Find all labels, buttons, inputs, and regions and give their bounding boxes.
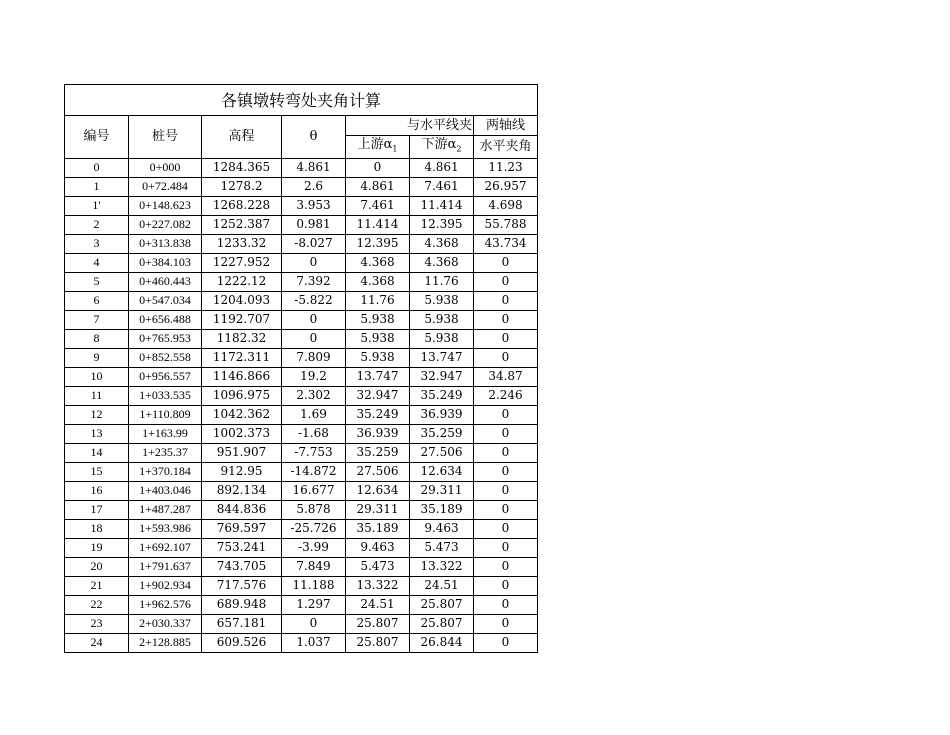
downstream-cell: 35.259 xyxy=(410,424,474,443)
theta-cell: 5.878 xyxy=(282,500,346,519)
no-cell: 3 xyxy=(65,234,129,253)
station-cell: 2+030.337 xyxy=(129,614,202,633)
upstream-cell: 32.947 xyxy=(346,386,410,405)
table-title: 各镇墩转弯处夹角计算 xyxy=(65,85,538,116)
table-row xyxy=(65,310,538,329)
upstream-cell: 4.368 xyxy=(346,253,410,272)
upstream-cell: 7.461 xyxy=(346,196,410,215)
upstream-cell: 11.76 xyxy=(346,291,410,310)
elevation-cell: 1172.311 xyxy=(202,348,282,367)
upstream-cell: 5.938 xyxy=(346,348,410,367)
upstream-cell: 11.414 xyxy=(346,215,410,234)
upstream-cell: 4.368 xyxy=(346,272,410,291)
elevation-cell: 717.576 xyxy=(202,576,282,595)
upstream-cell: 35.189 xyxy=(346,519,410,538)
axis-angle-cell: 0 xyxy=(474,576,538,595)
no-cell: 20 xyxy=(65,557,129,576)
theta-cell: 1.297 xyxy=(282,595,346,614)
elevation-cell: 689.948 xyxy=(202,595,282,614)
table-row xyxy=(65,519,538,538)
elevation-cell: 892.134 xyxy=(202,481,282,500)
station-cell: 0+460.443 xyxy=(129,272,202,291)
no-cell: 0 xyxy=(65,158,129,177)
upstream-cell: 9.463 xyxy=(346,538,410,557)
theta-cell: 3.953 xyxy=(282,196,346,215)
table-row xyxy=(65,196,538,215)
upstream-cell: 27.506 xyxy=(346,462,410,481)
elevation-cell: 1284.365 xyxy=(202,158,282,177)
no-cell: 5 xyxy=(65,272,129,291)
theta-cell: 0 xyxy=(282,253,346,272)
theta-cell: 4.861 xyxy=(282,158,346,177)
header-horizontal-angle-group: 与水平线夹 xyxy=(346,116,474,136)
downstream-cell: 25.807 xyxy=(410,614,474,633)
theta-cell: -25.726 xyxy=(282,519,346,538)
header-theta: θ xyxy=(282,116,346,159)
no-cell: 6 xyxy=(65,291,129,310)
table-row xyxy=(65,595,538,614)
table-row xyxy=(65,329,538,348)
station-cell: 1+110.809 xyxy=(129,405,202,424)
station-cell: 1+403.046 xyxy=(129,481,202,500)
downstream-cell: 13.322 xyxy=(410,557,474,576)
station-cell: 2+128.885 xyxy=(129,633,202,652)
upstream-cell: 13.747 xyxy=(346,367,410,386)
table-row xyxy=(65,424,538,443)
downstream-cell: 24.51 xyxy=(410,576,474,595)
table-row xyxy=(65,386,538,405)
downstream-cell: 5.473 xyxy=(410,538,474,557)
downstream-cell: 12.395 xyxy=(410,215,474,234)
axis-angle-cell: 0 xyxy=(474,519,538,538)
no-cell: 10 xyxy=(65,367,129,386)
theta-cell: 0 xyxy=(282,614,346,633)
elevation-cell: 1252.387 xyxy=(202,215,282,234)
downstream-cell: 11.76 xyxy=(410,272,474,291)
table-row xyxy=(65,614,538,633)
elevation-cell: 1002.373 xyxy=(202,424,282,443)
station-cell: 1+902.934 xyxy=(129,576,202,595)
header-axis-line-2: 水平夹角 xyxy=(474,136,538,159)
no-cell: 23 xyxy=(65,614,129,633)
axis-angle-cell: 34.87 xyxy=(474,367,538,386)
station-cell: 1+370.184 xyxy=(129,462,202,481)
downstream-cell: 11.414 xyxy=(410,196,474,215)
elevation-cell: 657.181 xyxy=(202,614,282,633)
station-cell: 1+593.986 xyxy=(129,519,202,538)
theta-cell: -8.027 xyxy=(282,234,346,253)
downstream-cell: 27.506 xyxy=(410,443,474,462)
downstream-cell: 35.249 xyxy=(410,386,474,405)
axis-angle-cell: 0 xyxy=(474,500,538,519)
downstream-cell: 32.947 xyxy=(410,367,474,386)
station-cell: 1+235.37 xyxy=(129,443,202,462)
downstream-cell: 29.311 xyxy=(410,481,474,500)
downstream-cell: 35.189 xyxy=(410,500,474,519)
axis-angle-cell: 0 xyxy=(474,253,538,272)
no-cell: 16 xyxy=(65,481,129,500)
table-row xyxy=(65,291,538,310)
downstream-cell: 36.939 xyxy=(410,405,474,424)
elevation-cell: 1268.228 xyxy=(202,196,282,215)
no-cell: 18 xyxy=(65,519,129,538)
theta-cell: 0 xyxy=(282,310,346,329)
theta-cell: -14.872 xyxy=(282,462,346,481)
theta-cell: -1.68 xyxy=(282,424,346,443)
theta-cell: 16.677 xyxy=(282,481,346,500)
axis-angle-cell: 11.23 xyxy=(474,158,538,177)
axis-angle-cell: 0 xyxy=(474,443,538,462)
no-cell: 19 xyxy=(65,538,129,557)
station-cell: 0+313.838 xyxy=(129,234,202,253)
elevation-cell: 1042.362 xyxy=(202,405,282,424)
downstream-cell: 12.634 xyxy=(410,462,474,481)
upstream-cell: 35.259 xyxy=(346,443,410,462)
upstream-cell: 12.634 xyxy=(346,481,410,500)
theta-cell: 2.6 xyxy=(282,177,346,196)
station-cell: 0+384.103 xyxy=(129,253,202,272)
table-row xyxy=(65,253,538,272)
downstream-cell: 4.368 xyxy=(410,234,474,253)
no-cell: 9 xyxy=(65,348,129,367)
table-row xyxy=(65,481,538,500)
table-row xyxy=(65,348,538,367)
elevation-cell: 1192.707 xyxy=(202,310,282,329)
angle-calculation-table xyxy=(64,84,538,653)
elevation-cell: 1222.12 xyxy=(202,272,282,291)
station-cell: 1+163.99 xyxy=(129,424,202,443)
downstream-cell: 4.861 xyxy=(410,158,474,177)
axis-angle-cell: 55.788 xyxy=(474,215,538,234)
axis-angle-cell: 0 xyxy=(474,272,538,291)
theta-cell: -7.753 xyxy=(282,443,346,462)
station-cell: 0+656.488 xyxy=(129,310,202,329)
theta-cell: 0 xyxy=(282,329,346,348)
no-cell: 17 xyxy=(65,500,129,519)
elevation-cell: 1146.866 xyxy=(202,367,282,386)
elevation-cell: 1233.32 xyxy=(202,234,282,253)
header-no: 编号 xyxy=(65,116,129,159)
no-cell: 24 xyxy=(65,633,129,652)
upstream-cell: 35.249 xyxy=(346,405,410,424)
axis-angle-cell: 0 xyxy=(474,614,538,633)
axis-angle-cell: 26.957 xyxy=(474,177,538,196)
axis-angle-cell: 0 xyxy=(474,329,538,348)
table-row xyxy=(65,557,538,576)
axis-angle-cell: 4.698 xyxy=(474,196,538,215)
axis-angle-cell: 0 xyxy=(474,310,538,329)
station-cell: 1+033.535 xyxy=(129,386,202,405)
theta-cell: 1.69 xyxy=(282,405,346,424)
no-cell: 12 xyxy=(65,405,129,424)
station-cell: 0+148.623 xyxy=(129,196,202,215)
upstream-cell: 36.939 xyxy=(346,424,410,443)
station-cell: 1+791.637 xyxy=(129,557,202,576)
downstream-cell: 5.938 xyxy=(410,329,474,348)
downstream-cell: 7.461 xyxy=(410,177,474,196)
theta-cell: 7.392 xyxy=(282,272,346,291)
table-row xyxy=(65,576,538,595)
upstream-cell: 0 xyxy=(346,158,410,177)
upstream-cell: 4.861 xyxy=(346,177,410,196)
upstream-cell: 29.311 xyxy=(346,500,410,519)
theta-cell: 7.809 xyxy=(282,348,346,367)
header-upstream: 上游$\alpha_1$ xyxy=(346,136,410,159)
axis-angle-cell: 0 xyxy=(474,633,538,652)
axis-angle-cell: 0 xyxy=(474,481,538,500)
table-row xyxy=(65,500,538,519)
axis-angle-cell: 0 xyxy=(474,557,538,576)
upstream-cell: 5.938 xyxy=(346,310,410,329)
theta-cell: 0.981 xyxy=(282,215,346,234)
axis-angle-cell: 0 xyxy=(474,538,538,557)
no-cell: 8 xyxy=(65,329,129,348)
elevation-cell: 769.597 xyxy=(202,519,282,538)
table-row xyxy=(65,367,538,386)
table-row xyxy=(65,272,538,291)
station-cell: 1+487.287 xyxy=(129,500,202,519)
elevation-cell: 743.705 xyxy=(202,557,282,576)
table-row xyxy=(65,538,538,557)
axis-angle-cell: 0 xyxy=(474,291,538,310)
table-row xyxy=(65,633,538,652)
downstream-cell: 5.938 xyxy=(410,310,474,329)
downstream-cell: 13.747 xyxy=(410,348,474,367)
station-cell: 0+72.484 xyxy=(129,177,202,196)
theta-cell: 7.849 xyxy=(282,557,346,576)
table-row xyxy=(65,177,538,196)
table-row xyxy=(65,462,538,481)
no-cell: 1 xyxy=(65,177,129,196)
theta-cell: 19.2 xyxy=(282,367,346,386)
elevation-cell: 609.526 xyxy=(202,633,282,652)
header-axis-line-1: 两轴线 xyxy=(474,116,538,136)
elevation-cell: 753.241 xyxy=(202,538,282,557)
station-cell: 0+227.082 xyxy=(129,215,202,234)
station-cell: 0+956.557 xyxy=(129,367,202,386)
theta-cell: 11.188 xyxy=(282,576,346,595)
upstream-cell: 25.807 xyxy=(346,614,410,633)
no-cell: 22 xyxy=(65,595,129,614)
no-cell: 1' xyxy=(65,196,129,215)
table-row xyxy=(65,405,538,424)
axis-angle-cell: 2.246 xyxy=(474,386,538,405)
elevation-cell: 951.907 xyxy=(202,443,282,462)
header-station: 桩号 xyxy=(129,116,202,159)
elevation-cell: 1278.2 xyxy=(202,177,282,196)
header-elevation: 高程 xyxy=(202,116,282,159)
station-cell: 0+000 xyxy=(129,158,202,177)
elevation-cell: 844.836 xyxy=(202,500,282,519)
upstream-cell: 24.51 xyxy=(346,595,410,614)
no-cell: 15 xyxy=(65,462,129,481)
theta-cell: -5.822 xyxy=(282,291,346,310)
upstream-cell: 13.322 xyxy=(346,576,410,595)
station-cell: 1+962.576 xyxy=(129,595,202,614)
no-cell: 21 xyxy=(65,576,129,595)
axis-angle-cell: 0 xyxy=(474,405,538,424)
downstream-cell: 4.368 xyxy=(410,253,474,272)
axis-angle-cell: 43.734 xyxy=(474,234,538,253)
axis-angle-cell: 0 xyxy=(474,595,538,614)
no-cell: 7 xyxy=(65,310,129,329)
station-cell: 0+547.034 xyxy=(129,291,202,310)
upstream-cell: 5.473 xyxy=(346,557,410,576)
no-cell: 11 xyxy=(65,386,129,405)
elevation-cell: 1227.952 xyxy=(202,253,282,272)
elevation-cell: 912.95 xyxy=(202,462,282,481)
elevation-cell: 1204.093 xyxy=(202,291,282,310)
upstream-cell: 5.938 xyxy=(346,329,410,348)
table-row xyxy=(65,215,538,234)
axis-angle-cell: 0 xyxy=(474,462,538,481)
downstream-cell: 26.844 xyxy=(410,633,474,652)
no-cell: 13 xyxy=(65,424,129,443)
table-row xyxy=(65,158,538,177)
upstream-cell: 25.807 xyxy=(346,633,410,652)
no-cell: 2 xyxy=(65,215,129,234)
downstream-cell: 9.463 xyxy=(410,519,474,538)
station-cell: 0+852.558 xyxy=(129,348,202,367)
no-cell: 14 xyxy=(65,443,129,462)
downstream-cell: 5.938 xyxy=(410,291,474,310)
table-row xyxy=(65,443,538,462)
elevation-cell: 1096.975 xyxy=(202,386,282,405)
upstream-cell: 12.395 xyxy=(346,234,410,253)
theta-cell: 2.302 xyxy=(282,386,346,405)
theta-cell: 1.037 xyxy=(282,633,346,652)
downstream-cell: 25.807 xyxy=(410,595,474,614)
no-cell: 4 xyxy=(65,253,129,272)
station-cell: 0+765.953 xyxy=(129,329,202,348)
axis-angle-cell: 0 xyxy=(474,424,538,443)
header-downstream: 下游$\alpha_2$ xyxy=(410,136,474,159)
elevation-cell: 1182.32 xyxy=(202,329,282,348)
table-row xyxy=(65,234,538,253)
station-cell: 1+692.107 xyxy=(129,538,202,557)
theta-cell: -3.99 xyxy=(282,538,346,557)
axis-angle-cell: 0 xyxy=(474,348,538,367)
